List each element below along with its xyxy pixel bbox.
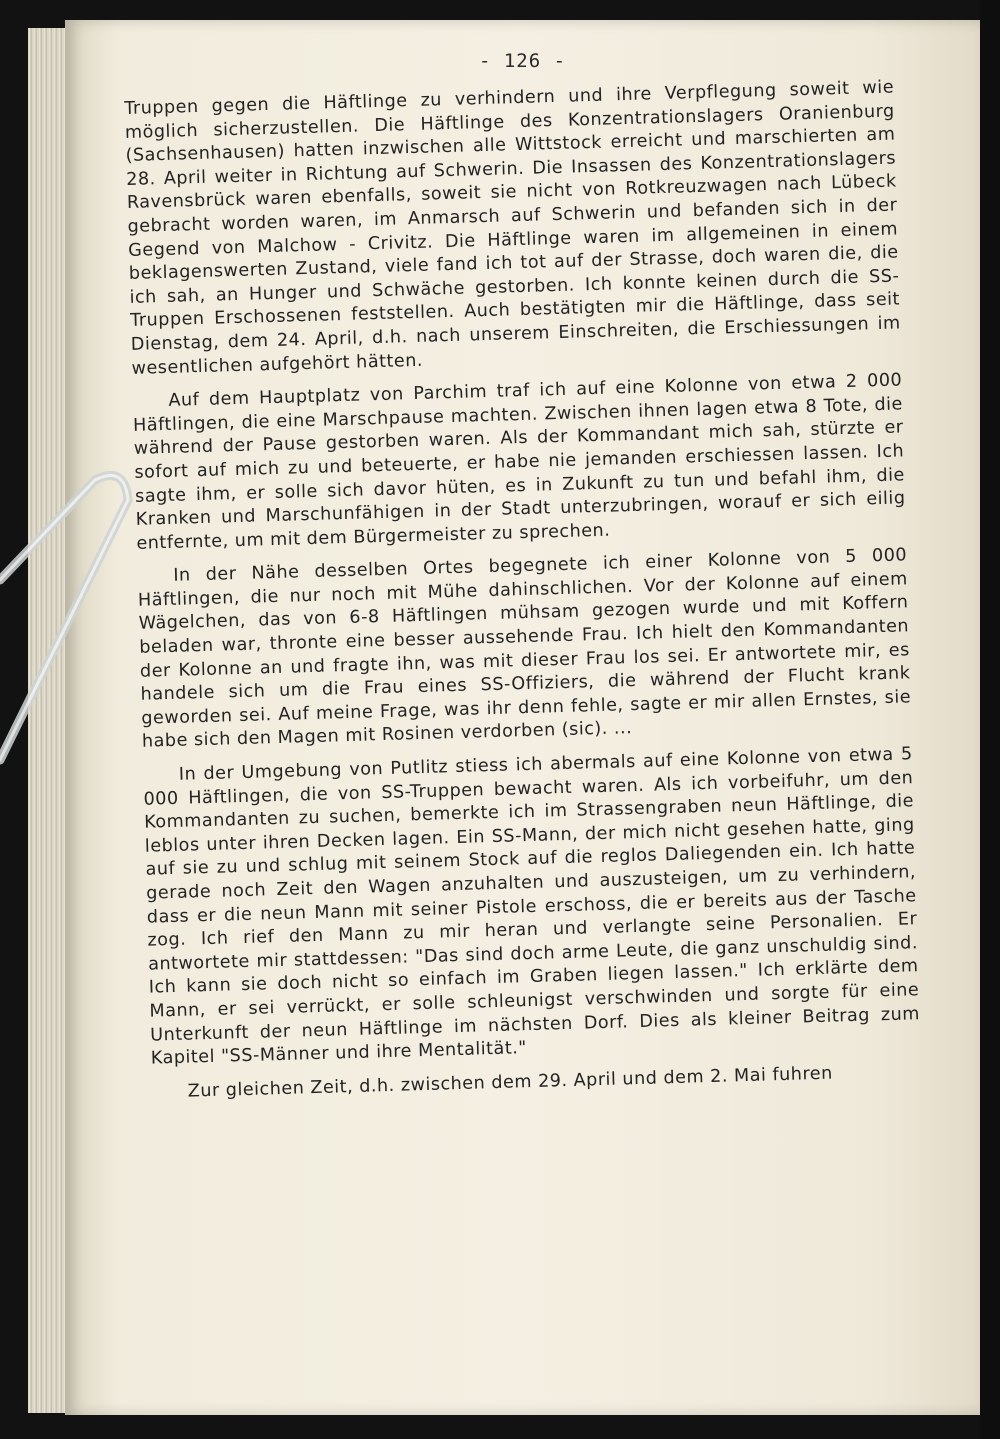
paragraph-4: In der Umgebung von Putlitz stiess ich abermals auf eine Kolonne von etwa 5 000 Häftlingen, die von SS-Truppen bewacht waren. Als ich vorbeifuhr, um den Kommandanten zu suchen, bemerkte ich im Strassengraben neun Häftlinge, die leblos unter ihren Decken lagen. Ein SS-Mann, der mich nicht gesehen hatte, ging auf sie zu und schlug mit seinem Stock auf die reglos Daliegenden ein. Ich hatte gerade noch Zeit den Wagen anzuhalten und auszusteigen, um zu verhindern, dass er die neun Mann mit seiner Pistole erschoss, die er bereits aus der Tasche zog. Ich rief den Mann zu mir heran und verlangte seine Personalien. Er antwortete mir stattdessen: "Das sind doch arme Leute, die ganz unschuldig sind. Ich kann sie doch nicht so einfach im Graben liegen lassen." Ich erklärte dem Mann, er sei verrückt, er solle schleunigst verschwinden und sorgte für eine Unterkunft der neun Häftlinge im nächsten Dorf. Dies als kleiner Beitrag zum Kapitel "SS-Männer und ihre Mentalität."	[143, 744, 921, 1069]
background-strip	[980, 0, 1000, 1439]
paragraph-3: In der Nähe desselben Ortes begegnete ich einer Kolonne von 5 000 Häftlingen, die nur noch mit Mühe dahinschlichen. Vor der Kolonne auf einem Wägelchen, das von 6-8 Häftlingen mühsam gezogen wurde und mit Koffern beladen war, thronte eine besser aussehende Frau. Ich hielt den Kommandanten der Kolonne an und fragte ihn, was mit dieser Frau los sei. Er antwortete mir, es handele sich um die Frau eines SS-Offiziers, die während der Flucht krank geworden sei. Auf meine Frage, was ihr denn fehle, sagte er mir allen Ernstes, sie habe sich den Magen mit Rosinen verdorben (sic). ...	[137, 545, 912, 753]
paragraph-1: Truppen gegen die Häftlinge zu verhindern und ihre Verpflegung soweit wie möglich sicherzustellen. Die Häftlinge des Konzentrationslagers Oranienburg (Sachsenhausen) hatten inzwischen alle Wittstock erreicht und marschierten am 28. April weiter in Richtung auf Schwerin. Die Insassen des Konzentrationslagers Ravensbrück waren ebenfalls, soweit sie nicht von Rotkreuzwagen nach Lübeck gebracht worden waren, im Anmarsch auf Schwerin und befanden sich in der Gegend von Malchow - Crivitz. Die Häftlinge waren im allgemeinen in einem beklagenswerten Zustand, viele fand ich tot auf der Strasse, doch waren die, die ich sah, an Hunger und Schwäche gestorben. Ich konnte keinen durch die SS-Truppen Erschossenen feststellen. Auch bestätigten mir die Häftlinge, dass seit Dienstag, dem 24. April, d.h. nach unserem Einschreiten, die Erschiessungen im wesentlichen aufgehört hätten.	[124, 77, 901, 379]
paragraph-5: Zur gleichen Zeit, d.h. zwischen dem 29. April und dem 2. Mai fuhren	[187, 1063, 834, 1102]
page-number: - 126 -	[478, 50, 567, 72]
paragraph-2: Auf dem Hauptplatz von Parchim traf ich auf eine Kolonne von etwa 2 000 Häftlingen, die eine Marschpause machten. Zwischen ihnen lagen etwa 8 Tote, die während der Pause gestorben waren. Als der Kommandant mich sah, stürzte er sofort auf mich zu und beteuerte, er habe nie jemanden erschiessen lassen. Ich sagte ihm, er solle sich davor hüten, es in Zukunft zu tun und befahl ihm, die Kranken und Marschunfähigen in der Stadt unterzubringen, worauf er sich eilig entfernte, um mit dem Bürgermeister zu sprechen.	[132, 370, 906, 554]
paperclip-icon	[0, 470, 140, 770]
text-body	[124, 77, 922, 1115]
